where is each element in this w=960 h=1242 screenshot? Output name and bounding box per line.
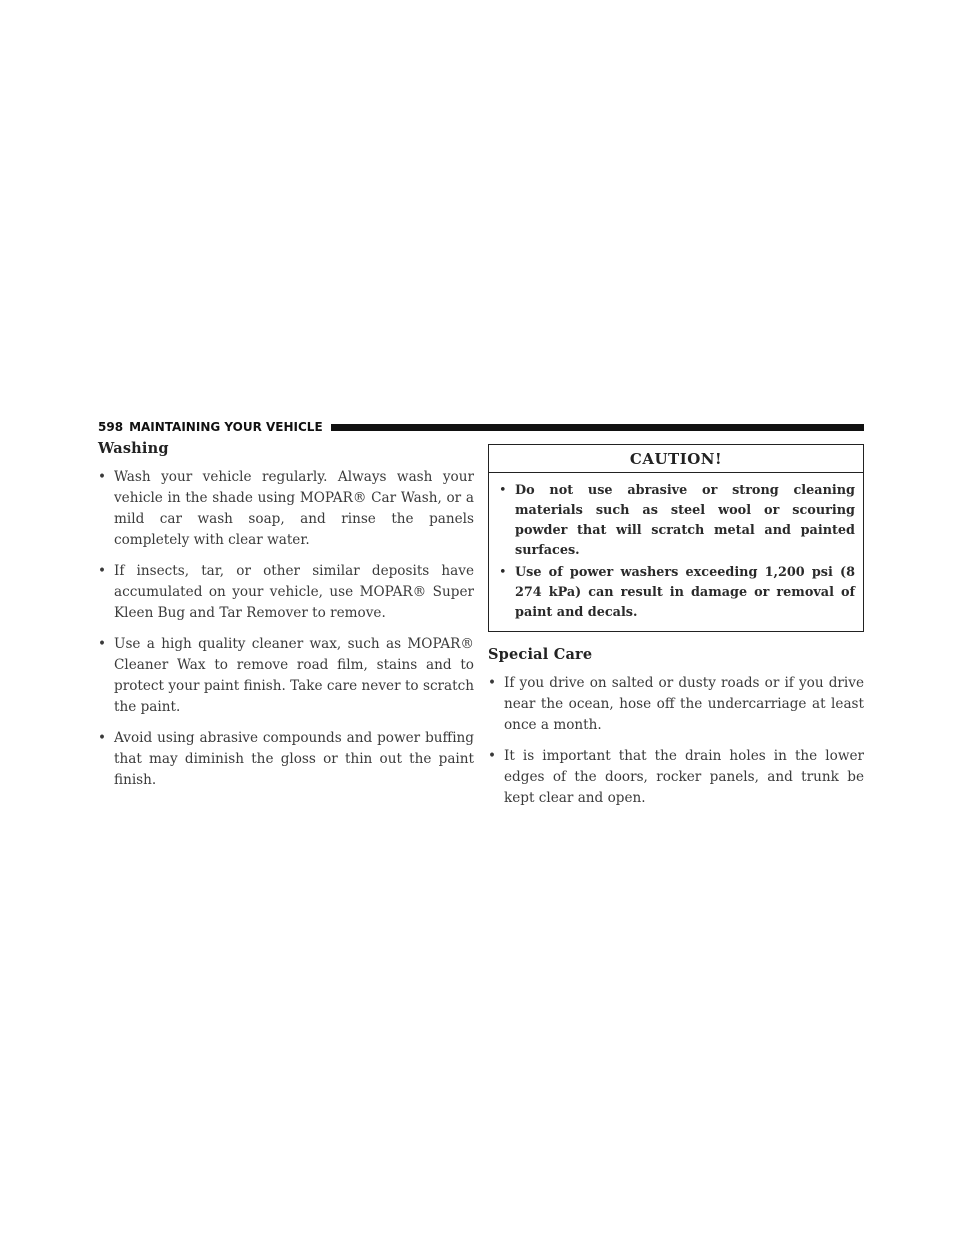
list-item: • Wash your vehicle regularly. Always wash your vehicle in the shade using MOPAR® Car Wash, or a mild car wash soap, and rinse the panels completely with clear water. bbox=[98, 469, 474, 548]
page-number: 598 bbox=[98, 420, 124, 434]
list-item: • Use a high quality cleaner wax, such as MOPAR® Cleaner Wax to remove road film, stains and to protect your paint finish. Take care never to scratch the paint. bbox=[98, 636, 474, 715]
bullet: • bbox=[98, 563, 107, 579]
caution-list bbox=[489, 473, 863, 631]
bullet: • bbox=[499, 565, 507, 580]
list-item: • Avoid using abrasive compounds and power buffing that may diminish the gloss or thin out the paint finish. bbox=[98, 730, 474, 788]
bullet: • bbox=[98, 730, 107, 746]
bullet: • bbox=[499, 483, 507, 498]
list-item: • Use of power washers exceeding 1,200 psi (8 274 kPa) can result in damage or removal of paint and decals. bbox=[499, 565, 855, 620]
washing-list bbox=[98, 467, 474, 791]
list-item: • If insects, tar, or other similar deposits have accumulated on your vehicle, use MOPAR® Super Kleen Bug and Tar Remover to remove. bbox=[98, 563, 474, 621]
bullet: • bbox=[98, 469, 107, 485]
washing-heading: Washing bbox=[98, 440, 169, 457]
left-column bbox=[98, 440, 474, 801]
caution-box bbox=[488, 444, 864, 632]
list-item: • If you drive on salted or dusty roads or if you drive near the ocean, hose off the undercarriage at least once a month. bbox=[488, 675, 864, 733]
bullet: • bbox=[98, 636, 107, 652]
list-item: • Do not use abrasive or strong cleaning materials such as steel wool or scouring powder that will scratch metal and painted surfaces. bbox=[499, 483, 855, 558]
bullet: • bbox=[488, 748, 497, 764]
page-header bbox=[98, 419, 864, 435]
special-care-section bbox=[488, 646, 864, 809]
right-column bbox=[488, 444, 864, 819]
list-item: • It is important that the drain holes in the lower edges of the doors, rocker panels, and trunk be kept clear and open. bbox=[488, 748, 864, 806]
header-rule bbox=[331, 424, 864, 431]
bullet: • bbox=[488, 675, 497, 691]
section-title: MAINTAINING YOUR VEHICLE bbox=[129, 420, 323, 434]
special-care-list bbox=[488, 673, 864, 809]
special-care-heading: Special Care bbox=[488, 646, 593, 663]
caution-title: CAUTION! bbox=[489, 445, 863, 473]
